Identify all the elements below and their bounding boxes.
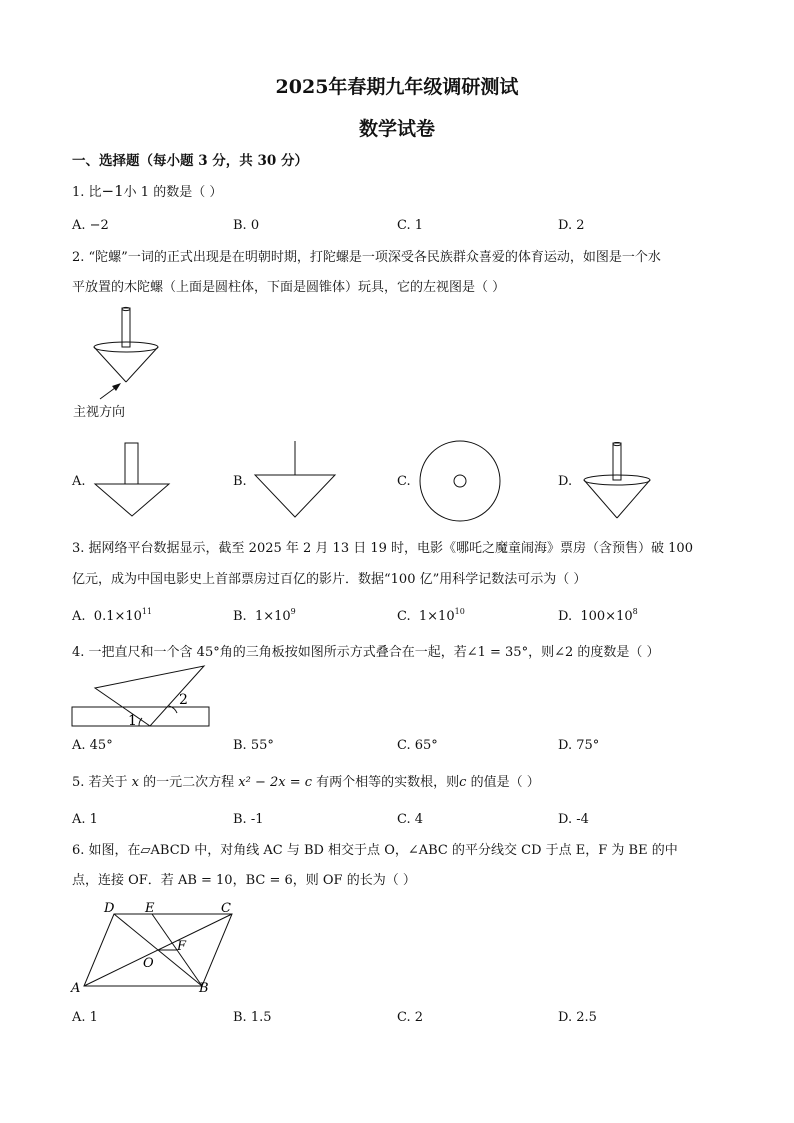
label-b: B [199, 981, 209, 996]
q5-text-1: 5. 若关于 [72, 775, 132, 790]
q3-option-b-base: 1×10 [254, 609, 291, 624]
q5-option-c: C. 4 [397, 812, 424, 827]
q3-option-c-exponent: 10 [454, 607, 465, 616]
question-6-line1: 6. 如图，在▱ABCD 中，对角线 AC 与 BD 相交于点 O，∠ABC 的平分线交 CD 于点 E，F 为 BE 的中 [72, 843, 678, 858]
q1-option-a: A. −2 [72, 218, 109, 233]
label-e: E [145, 901, 155, 916]
label-c: C [221, 901, 231, 916]
q3-option-d-exponent: 8 [632, 607, 638, 616]
q2-figure-caption: 主视方向 [73, 405, 126, 420]
parallelogram-figure [68, 898, 240, 998]
q1-option-b: B. 0 [233, 218, 260, 233]
q2-option-d-figure [577, 442, 661, 520]
section-heading: 一、选择题（每小题 3 分，共 30 分） [72, 153, 308, 169]
q4-option-d: D. 75° [558, 738, 600, 753]
q4-option-c: C. 65° [397, 738, 438, 753]
ruler-triangle-figure [71, 663, 213, 729]
q3-option-c [397, 609, 465, 625]
angle-2-label: 2 [179, 692, 188, 708]
q5-text-4: 的值是（ ） [466, 775, 540, 790]
ruler [72, 707, 209, 726]
question-5-stem [72, 775, 540, 791]
spinning-top-figure [80, 305, 170, 400]
q2-option-d-label: D. [558, 474, 573, 489]
q5-var-c: c [459, 775, 467, 790]
question-2-line2: 平放置的木陀螺（上面是圆柱体，下面是圆锥体）玩具，它的左视图是（ ） [72, 280, 506, 295]
q6-option-c: C. 2 [397, 1010, 424, 1025]
q6-option-d: D. 2.5 [558, 1010, 597, 1025]
q3-option-a-exponent: 11 [141, 607, 153, 616]
q4-option-b: B. 55° [233, 738, 274, 753]
question-1-stem [72, 183, 222, 201]
q1-stem-post: 小 1 的数是（ ） [123, 185, 223, 200]
q5-option-b: B. -1 [233, 812, 264, 827]
q3-option-a-label: A. [72, 609, 86, 624]
q5-text-2: 的一元二次方程 [139, 775, 239, 790]
q5-option-a: A. 1 [72, 812, 98, 827]
label-o: O [143, 956, 154, 971]
question-2-line1: 2. “陀螺”一词的正式出现是在明朝时期，打陀螺是一项深受各民族群众喜爱的体育运动，如图是一个水 [72, 250, 661, 265]
top-cylinder [122, 308, 130, 347]
q3-option-b-exponent: 9 [290, 607, 296, 616]
q1-option-d: D. 2 [558, 218, 585, 233]
q6-option-a: A. 1 [72, 1010, 98, 1025]
q3-option-c-label: C. [397, 609, 411, 624]
exam-subtitle: 数学试卷 [358, 118, 435, 140]
q3-option-b-label: B. [233, 609, 247, 624]
q2-option-b-figure [253, 440, 337, 520]
q3-option-d-label: D. [558, 609, 573, 624]
q5-var-x: x [131, 775, 140, 790]
q1-stem-pre: 1. 比 [72, 185, 102, 200]
q2-option-c-label: C. [397, 474, 411, 489]
question-3-line2: 亿元，成为中国电影史上首部票房过百亿的影片．数据“100 亿”用科学记数法可示为（ ） [72, 572, 587, 587]
question-3-line1: 3. 据网络平台数据显示，截至 2025 年 2 月 13 日 19 时，电影《哪吒之魔童闹海》票房（含预售）破 100 [72, 541, 693, 556]
q1-stem-number: −1 [101, 182, 124, 200]
q2-option-b-label: B. [233, 474, 247, 489]
q2-option-a-label: A. [72, 474, 86, 489]
q3-option-a-base: 0.1×10 [93, 609, 142, 624]
label-d: D [104, 901, 115, 916]
q3-option-d [558, 609, 638, 625]
label-a: A [71, 981, 81, 996]
q3-option-a [72, 609, 152, 625]
angle-1-label: 1 [128, 713, 137, 729]
q6-option-b: B. 1.5 [233, 1010, 272, 1025]
q5-equation: x² − 2x = c [238, 775, 313, 790]
q1-option-c: C. 1 [397, 218, 424, 233]
label-f: F [177, 939, 187, 954]
q3-option-c-base: 1×10 [418, 609, 455, 624]
q5-option-d: D. -4 [558, 812, 589, 827]
q2-option-a-figure [93, 441, 171, 519]
q3-option-b [233, 609, 296, 625]
q3-option-d-base: 100×10 [580, 609, 633, 624]
q2-option-c-figure [418, 440, 502, 524]
question-4-stem: 4. 一把直尺和一个含 45°角的三角板按如图所示方式叠合在一起，若∠1 = 35°，则∠2 的度数是（ ） [72, 645, 660, 660]
exam-title: 2025年春期九年级调研测试 [275, 76, 519, 98]
q5-text-3: 有两个相等的实数根，则 [312, 775, 460, 790]
q4-option-a: A. 45° [72, 738, 113, 753]
question-6-line2: 点，连接 OF．若 AB = 10，BC = 6，则 OF 的长为（ ） [72, 873, 416, 888]
